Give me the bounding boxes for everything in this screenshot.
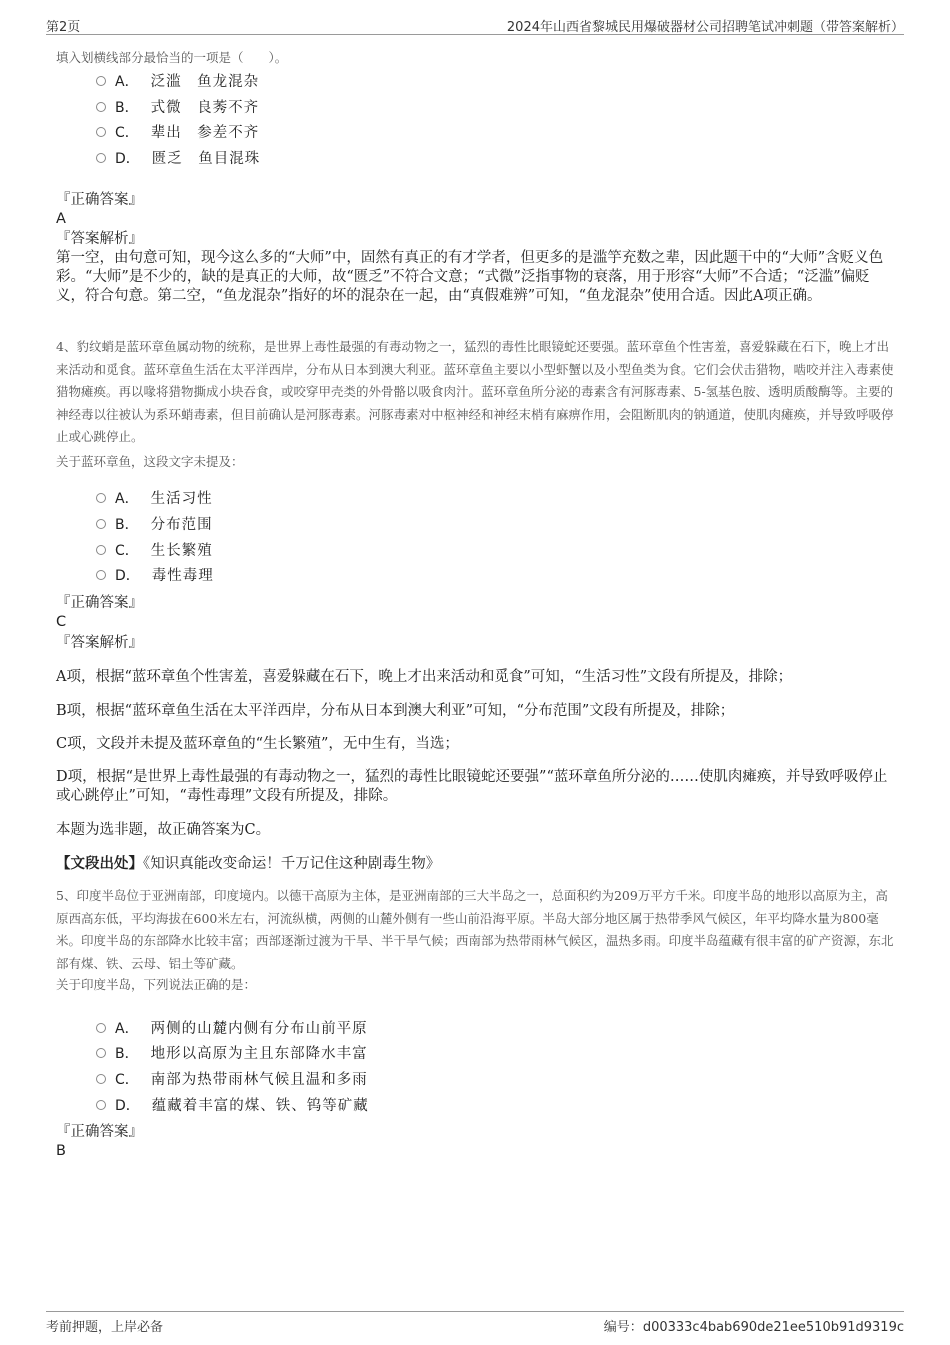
q5-answer: B (56, 1143, 66, 1159)
source-label: 【文段出处】 (56, 855, 143, 872)
q4-option-c[interactable]: C． 生长繁殖 (96, 539, 213, 561)
q3-prompt: 填入划横线部分最恰当的一项是（ ）。 (56, 50, 288, 65)
q5-answer-label: 『正确答案』 (56, 1124, 143, 1140)
radio-icon[interactable] (96, 153, 106, 163)
radio-icon[interactable] (96, 1074, 106, 1084)
q3-option-a[interactable]: A． 泛滥 鱼龙混杂 (96, 70, 259, 92)
q4-answer-label: 『正确答案』 (56, 595, 143, 611)
radio-icon[interactable] (96, 1023, 106, 1033)
q4-option-b[interactable]: B． 分布范围 (96, 513, 213, 535)
q4-prompt: 关于蓝环章鱼，这段文字未提及： (56, 454, 244, 469)
q5-option-d[interactable]: D． 蕴藏着丰富的煤、铁、钨等矿藏 (96, 1094, 369, 1116)
page-number: 第2页 (46, 20, 81, 35)
code-label: 编号： (603, 1320, 643, 1335)
radio-icon[interactable] (96, 519, 106, 529)
q4-conclusion: 本题为选非题，故正确答案为C。 (56, 822, 271, 838)
q4-analysis-c: C项，文段并未提及蓝环章鱼的“生长繁殖”，无中生有，当选； (56, 736, 459, 752)
q4-analysis-label: 『答案解析』 (56, 635, 143, 651)
radio-icon[interactable] (96, 76, 106, 86)
q5-option-a[interactable]: A． 两侧的山麓内侧有分布山前平原 (96, 1017, 368, 1039)
q4-analysis-a: A项，根据“蓝环章鱼个性害羞，喜爱躲藏在石下，晚上才出来活动和觅食”可知，“生活习性”文段有所提及，排除； (56, 669, 793, 685)
source-title: 《知识真能改变命运！千万记住这种剧毒生物》 (143, 856, 441, 872)
q3-option-b[interactable]: B． 式微 良莠不齐 (96, 96, 259, 118)
q3-answer: A (56, 211, 66, 227)
radio-icon[interactable] (96, 545, 106, 555)
q3-option-d[interactable]: D． 匮乏 鱼目混珠 (96, 147, 260, 169)
radio-icon[interactable] (96, 127, 106, 137)
q5-prompt: 关于印度半岛，下列说法正确的是： (56, 977, 257, 992)
q4-passage: 4、豹纹蛸是蓝环章鱼属动物的统称，是世界上毒性最强的有毒动物之一，猛烈的毒性比眼镜蛇还要强。蓝环章鱼个性害羞，喜爱躲藏在石下，晚上才出来活动和觅食。蓝环章鱼生活在太平洋西岸，分布从日本到澳大利亚。蓝环章鱼主要以小型虾蟹以及小型鱼类为食。它们会伏击猎物，啮咬并注入毒素使猎物瘫痪。再以喙将猎物撕成小块吞食，或咬穿甲壳类的外骨骼以吸食肉汁。蓝环章鱼所分泌的毒素含有河豚毒素、5-氢基色胺、透明质酸酶等。主要的神经毒以往被认为系环蛸毒素，但目前确认是河豚毒素。河豚毒素对中枢神经和神经末梢有麻痹作用，会阻断肌肉的钠通道，使肌肉瘫痪，并导致呼吸停止或心跳停止。 (56, 339, 894, 445)
q5-option-c[interactable]: C． 南部为热带雨林气候且温和多雨 (96, 1068, 368, 1090)
footer-slogan: 考前押题，上岸必备 (46, 1320, 164, 1335)
radio-icon[interactable] (96, 1048, 106, 1058)
radio-icon[interactable] (96, 493, 106, 503)
q4-analysis-d: D项，根据“是世界上毒性最强的有毒动物之一，猛烈的毒性比眼镜蛇还要强”“蓝环章鱼所分泌的……使肌肉瘫痪，并导致呼吸停止或心跳停止”可知，“毒性毒理”文段有所提及，排除。 (56, 769, 888, 804)
q4-option-d[interactable]: D． 毒性毒理 (96, 564, 214, 586)
q3-option-c[interactable]: C． 辈出 参差不齐 (96, 121, 259, 143)
q3-analysis-label: 『答案解析』 (56, 231, 143, 247)
footer-code (604, 1316, 904, 1335)
radio-icon[interactable] (96, 570, 106, 580)
q4-option-a[interactable]: A． 生活习性 (96, 487, 213, 509)
q5-option-b[interactable]: B． 地形以高原为主且东部降水丰富 (96, 1042, 368, 1064)
q4-answer: C (56, 614, 67, 630)
q4-source (56, 854, 896, 874)
radio-icon[interactable] (96, 102, 106, 112)
q3-analysis: 第一空，由句意可知，现今这么多的“大师”中，固然有真正的有才学者，但更多的是滥竽充数之辈，因此题干中的“大师”含贬义色彩。“大师”是不少的，缺的是真正的大师，故“匮乏”不符合文意；“式微”泛指事物的衰落，用于形容“大师”不合适；“泛滥”偏贬义，符合句意。第二空，“鱼龙混杂”指好的坏的混杂在一起，由“真假难辨”可知，“鱼龙混杂”使用合适。因此A项正确。 (56, 250, 884, 304)
document-title: 2024年山西省黎城民用爆破器材公司招聘笔试冲刺题（带答案解析） (506, 20, 904, 35)
code-value: d00333c4bab690de21ee510b91d9319c (642, 1320, 904, 1335)
q4-analysis-b: B项，根据“蓝环章鱼生活在太平洋西岸，分布从日本到澳大利亚”可知，“分布范围”文段有所提及，排除； (56, 703, 735, 719)
q5-passage: 5、印度半岛位于亚洲南部，印度境内。以德干高原为主体，是亚洲南部的三大半岛之一，总面积约为209万平方千米。印度半岛的地形以高原为主，高原西高东低，平均海拔在600米左右，河流纵横，两侧的山麓外侧有一些山前沿海平原。半岛大部分地区属于热带季风气候区，年平均降水量为800毫米。印度半岛的东部降水比较丰富；西部逐渐过渡为干旱、半干旱气候；西南部为热带雨林气候区，温热多雨。印度半岛蕴藏有很丰富的矿产资源，东北部有煤、铁、云母、铝土等矿藏。 (56, 888, 894, 971)
radio-icon[interactable] (96, 1100, 106, 1110)
page-header (46, 14, 904, 35)
q3-answer-label: 『正确答案』 (56, 192, 143, 208)
page-footer (46, 1311, 904, 1334)
